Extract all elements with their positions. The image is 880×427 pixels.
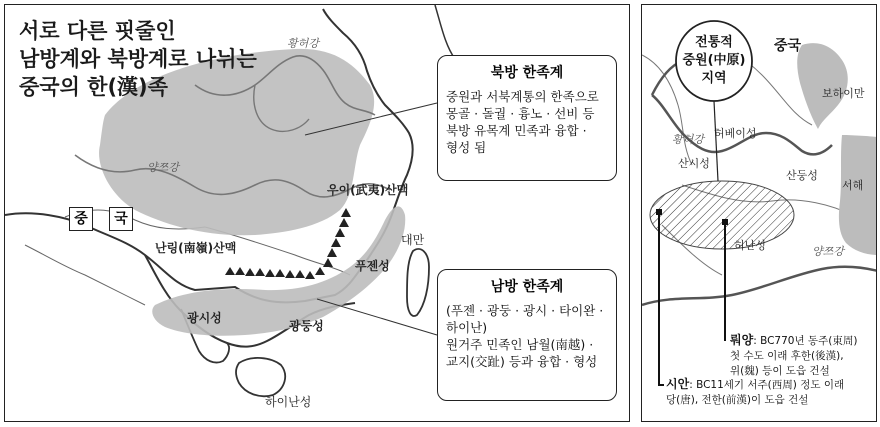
xian-line-1: : BC11세기 서주(西周) 정도 이래 bbox=[689, 379, 845, 391]
china-char-box-1: 중 bbox=[69, 207, 93, 231]
yangtze-river-label: 양쯔강 bbox=[812, 245, 844, 258]
yellow-river-label: 황허강 bbox=[672, 133, 704, 146]
south-callout-line-1: (푸젠 · 광둥 · 광시 · 타이완 · bbox=[446, 303, 604, 318]
right-map-panel bbox=[641, 4, 877, 422]
north-callout-line-3: 북방 유목계 민족과 융합 · bbox=[446, 123, 587, 138]
north-callout-heading: 북방 한족계 bbox=[490, 65, 564, 81]
south-callout-line-4: 교지(交趾) 등과 융합 · 형성 bbox=[446, 354, 598, 369]
south-han-callout bbox=[437, 269, 617, 401]
yellow-river-label: 황허강 bbox=[287, 37, 319, 50]
south-callout-line-2: 하이난) bbox=[446, 320, 488, 335]
central-plain-line-3: 지역 bbox=[701, 71, 727, 86]
taiwan-island bbox=[407, 249, 429, 316]
china-char-box-2: 국 bbox=[109, 207, 133, 231]
left-map-panel bbox=[4, 4, 630, 422]
guangxi-label: 광시성 bbox=[187, 311, 222, 325]
guangdong-label: 광둥성 bbox=[289, 319, 324, 333]
north-callout-line-2: 몽골 · 돌궐 · 흉노 · 선비 등 bbox=[446, 106, 595, 121]
north-callout-line-4: 형성 됨 bbox=[446, 140, 487, 155]
bohai-label: 보하이만 bbox=[822, 87, 865, 100]
luoyang-marker bbox=[722, 219, 728, 225]
hebei-label: 허베이성 bbox=[714, 127, 757, 140]
central-plain-line-1: 전통적 bbox=[695, 35, 733, 50]
title-line-2: 남방계와 북방계로 나뉘는 bbox=[19, 47, 257, 71]
taiwan-label: 대만 bbox=[401, 233, 425, 247]
luoyang-line-3: 위(魏) 등이 도읍 건설 bbox=[730, 365, 830, 377]
china-label: 중국 bbox=[774, 38, 802, 54]
south-callout-heading: 남방 한족계 bbox=[490, 279, 564, 295]
south-callout-line-3: 원거주 민족인 남월(南越) · bbox=[446, 337, 594, 352]
luoyang-line-1: : BC770년 동주(東周) bbox=[753, 335, 858, 347]
hainan-label: 하이난성 bbox=[265, 395, 312, 409]
shandong-label: 산둥성 bbox=[786, 169, 818, 182]
yellow-sea bbox=[839, 135, 877, 255]
xian-line-2: 당(唐), 전한(前漢)이 도읍 건설 bbox=[666, 394, 809, 406]
circle-pointer bbox=[714, 101, 718, 181]
wuyi-mountains-label: 우이(武夷)산맥 bbox=[327, 183, 409, 197]
xian-name: 시안 bbox=[666, 377, 690, 391]
yangtze-river-label: 양쯔강 bbox=[147, 161, 179, 174]
title-line-3: 중국의 한(漢)족 bbox=[19, 75, 168, 99]
title-line-1: 서로 다른 핏줄인 bbox=[19, 19, 176, 43]
north-callout-line-1: 중원과 서북계통의 한족으로 bbox=[446, 89, 599, 104]
luoyang-name: 뤄양 bbox=[730, 333, 754, 347]
xian-annotation bbox=[666, 377, 844, 408]
central-plain-area bbox=[650, 181, 794, 249]
henan-label: 허난성 bbox=[734, 239, 766, 252]
central-plain-line-2: 중원(中原) bbox=[682, 53, 746, 68]
yellow-sea-label: 서해 bbox=[842, 179, 864, 192]
nanling-mountains-label: 난링(南嶺)산맥 bbox=[155, 241, 237, 255]
fujian-label: 푸젠성 bbox=[355, 259, 390, 273]
hainan-island bbox=[236, 358, 285, 396]
north-han-callout bbox=[437, 55, 617, 181]
shanxi-label: 산시성 bbox=[678, 157, 710, 170]
yangtze-river bbox=[642, 267, 877, 305]
luoyang-line-2: 첫 수도 이래 후한(後漢), bbox=[730, 350, 844, 362]
xian-marker bbox=[656, 209, 662, 215]
luoyang-annotation bbox=[730, 333, 857, 379]
nanling-mountains bbox=[225, 267, 325, 279]
province-border-3 bbox=[25, 245, 145, 305]
